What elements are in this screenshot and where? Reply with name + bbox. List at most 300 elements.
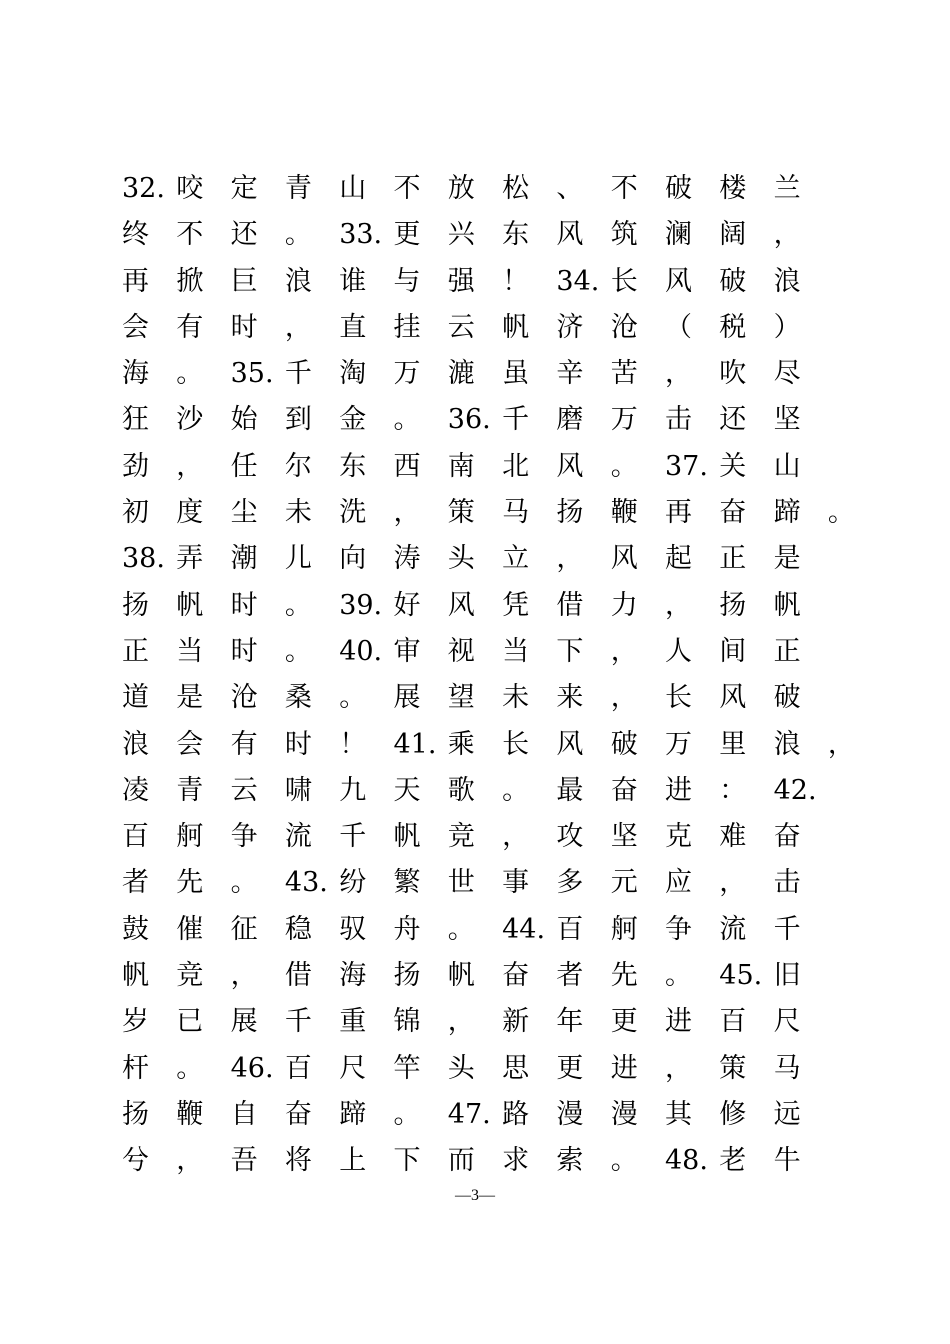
text-char: 世 [447, 867, 475, 899]
text-char: 苦 [610, 358, 638, 390]
text-char: 。 [230, 867, 258, 899]
text-char: 奋 [502, 960, 530, 992]
text-char: 洗 [339, 497, 367, 529]
text-char: 立 [502, 543, 530, 575]
text-char: 歌 [447, 774, 475, 806]
text-char: 好 [393, 589, 421, 621]
text-char: 思 [502, 1052, 530, 1084]
text-char: 任 [230, 450, 258, 482]
text-char: 定 [230, 173, 258, 204]
text-char: 。 [284, 219, 312, 251]
text-char: 起 [665, 543, 692, 575]
text-char: 东 [502, 219, 530, 251]
text-char: 弄 [176, 543, 204, 575]
text-char: 人 [665, 635, 692, 667]
text-char: 百 [556, 913, 584, 945]
text-char: ， [176, 1145, 204, 1177]
text-char: 不 [610, 173, 638, 204]
text-char: 展 [393, 682, 421, 714]
text-line [122, 444, 842, 490]
text-char: 事 [502, 867, 530, 899]
page-number: —3— [455, 1187, 495, 1204]
text-char: 牛 [773, 1145, 801, 1177]
text-char: 者 [122, 867, 149, 899]
text-char: 扬 [556, 497, 584, 529]
text-char: 到 [284, 404, 312, 436]
text-char: 流 [719, 913, 747, 945]
text-char: ， [176, 450, 204, 482]
text-char: 。 [339, 682, 367, 714]
text-line [122, 722, 855, 768]
text-char: 不 [393, 173, 421, 204]
text-char: 漫 [610, 1098, 638, 1130]
text-char: 蹄 [339, 1098, 367, 1130]
text-char: 进 [665, 774, 692, 806]
text-char: 尔 [284, 450, 312, 482]
text-char: 44. [502, 913, 546, 945]
text-char: 33. [339, 219, 383, 251]
text-char: 索 [556, 1145, 584, 1177]
text-char: 风 [665, 265, 692, 297]
text-line [122, 536, 842, 582]
text-char: 审 [393, 635, 421, 667]
text-char: 税 [719, 311, 747, 343]
text-char: 时 [230, 635, 258, 667]
text-char: 西 [393, 450, 421, 482]
text-char: 儿 [284, 543, 312, 575]
text-char: 竞 [447, 821, 475, 853]
text-char: 。 [447, 913, 475, 945]
text-line [122, 166, 842, 212]
text-char: 来 [556, 682, 584, 714]
text-char: 浪 [773, 728, 801, 760]
text-char: 凭 [502, 589, 530, 621]
text-char: 帆 [176, 589, 204, 621]
text-char: 、 [556, 173, 584, 204]
text-char: 下 [556, 635, 584, 667]
text-char: 未 [284, 497, 312, 529]
text-char: 万 [610, 404, 638, 436]
text-char: 41. [393, 728, 437, 760]
text-line [122, 999, 842, 1045]
text-char: 巨 [230, 265, 258, 297]
text-char: 45. [719, 960, 763, 992]
text-char: 南 [447, 450, 475, 482]
text-char: 坚 [610, 821, 638, 853]
text-char: 楼 [719, 173, 747, 204]
text-char: 更 [610, 1006, 638, 1038]
text-char: 杆 [122, 1052, 149, 1084]
text-char: 吹 [719, 358, 747, 390]
text-char: ， [502, 821, 530, 853]
text-char: 策 [447, 497, 475, 529]
text-line [122, 259, 842, 305]
text-char: 桑 [284, 682, 312, 714]
text-char: 催 [176, 913, 204, 945]
text-char: 头 [447, 543, 475, 575]
text-char: 凌 [122, 774, 149, 806]
text-char: 浪 [122, 728, 149, 760]
text-char: 度 [176, 497, 204, 529]
text-char: 奋 [284, 1098, 312, 1130]
text-char: 帆 [773, 589, 801, 621]
text-char: ！ [502, 265, 530, 297]
text-char: 乘 [447, 728, 475, 760]
text-line [122, 490, 855, 536]
text-char: 头 [447, 1052, 475, 1084]
text-char: 竞 [176, 960, 204, 992]
text-char: 还 [230, 219, 258, 251]
text-char: 帆 [122, 960, 149, 992]
text-char: 36. [447, 404, 491, 436]
text-char: 。 [176, 1052, 204, 1084]
text-char: 再 [122, 265, 149, 297]
text-char: 策 [719, 1052, 747, 1084]
text-char: 争 [665, 913, 692, 945]
text-line [122, 768, 842, 814]
text-char: 初 [122, 497, 149, 529]
text-char: ， [284, 311, 312, 343]
text-char: 千 [284, 1006, 312, 1038]
text-char: 纷 [339, 867, 367, 899]
text-char: 长 [665, 682, 692, 714]
text-char: 重 [339, 1006, 367, 1038]
text-char: 时 [230, 589, 258, 621]
text-char: 海 [122, 358, 149, 390]
text-line [122, 953, 842, 999]
text-char: 37. [665, 450, 708, 482]
text-char: 当 [502, 635, 530, 667]
text-char: 长 [502, 728, 530, 760]
text-char: 多 [556, 867, 584, 899]
text-char: 风 [610, 543, 638, 575]
text-char: 更 [393, 219, 421, 251]
text-char: 筑 [610, 219, 638, 251]
text-char: 沧 [230, 682, 258, 714]
text-char: ！ [339, 728, 367, 760]
text-char: 将 [284, 1145, 312, 1177]
text-char: 34. [556, 265, 600, 297]
text-char: 天 [393, 774, 421, 806]
text-char: 帆 [393, 821, 421, 853]
text-char: 更 [556, 1052, 584, 1084]
text-char: 不 [176, 219, 204, 251]
text-char: 谁 [339, 265, 367, 297]
text-char: 力 [610, 589, 638, 621]
body-text [122, 166, 855, 1185]
text-char: 先 [610, 960, 638, 992]
text-char: 先 [176, 867, 204, 899]
text-char: 兴 [447, 219, 475, 251]
text-char: 路 [502, 1098, 530, 1130]
text-char: 尺 [773, 1006, 801, 1038]
text-line [122, 675, 842, 721]
text-char: 道 [122, 682, 149, 714]
text-line [122, 860, 842, 906]
text-char: 已 [176, 1006, 204, 1038]
text-line [122, 351, 842, 397]
text-char: 旧 [773, 960, 801, 992]
text-line [122, 305, 842, 351]
text-char: 正 [773, 635, 801, 667]
text-char: 扬 [719, 589, 747, 621]
text-char: 当 [176, 635, 204, 667]
text-char: 漫 [556, 1098, 584, 1130]
text-line [122, 212, 842, 258]
text-char: 磨 [556, 404, 584, 436]
text-char: 千 [773, 913, 801, 945]
text-char: 浪 [284, 265, 312, 297]
text-char: 繁 [393, 867, 421, 899]
text-char: 舸 [176, 821, 204, 853]
text-char: ， [610, 682, 638, 714]
text-char: 沧 [610, 311, 638, 343]
text-char: ， [665, 1052, 692, 1084]
text-char: 奋 [610, 774, 638, 806]
text-char: 是 [176, 682, 204, 714]
text-char: 应 [665, 867, 692, 899]
text-line [122, 907, 842, 953]
text-char: 马 [502, 497, 530, 529]
text-char: 百 [719, 1006, 747, 1038]
text-char: 风 [447, 589, 475, 621]
text-char: 流 [284, 821, 312, 853]
text-char: 扬 [122, 1098, 149, 1130]
text-char: 千 [339, 821, 367, 853]
text-char: 破 [773, 682, 801, 714]
text-char: 。 [284, 589, 312, 621]
text-char: 扬 [122, 589, 149, 621]
text-char: 掀 [176, 265, 204, 297]
text-char: 吾 [230, 1145, 258, 1177]
text-char: 下 [393, 1145, 421, 1177]
text-char: 进 [665, 1006, 692, 1038]
text-char: 。 [284, 635, 312, 667]
text-char: 求 [502, 1145, 530, 1177]
text-char: ， [610, 635, 638, 667]
text-char: ） [773, 311, 801, 343]
text-char: 奋 [719, 497, 747, 529]
text-char: 蹄 [773, 497, 801, 529]
text-char: 展 [230, 1006, 258, 1038]
text-char: 42. [773, 774, 817, 806]
text-char: 辛 [556, 358, 584, 390]
text-char: 长 [610, 265, 638, 297]
text-char: 扬 [393, 960, 421, 992]
text-char: 。 [502, 774, 530, 806]
text-char: 挂 [393, 311, 421, 343]
text-char: 云 [230, 774, 258, 806]
text-char: 时 [230, 311, 258, 343]
text-char: 云 [447, 311, 475, 343]
text-char: 正 [719, 543, 747, 575]
text-char: 35. [230, 358, 274, 390]
text-char: 里 [719, 728, 747, 760]
text-char: 漉 [447, 358, 475, 390]
text-char: 金 [339, 404, 367, 436]
text-char: 难 [719, 821, 747, 853]
text-char: 海 [339, 960, 367, 992]
text-char: 帆 [447, 960, 475, 992]
text-char: 风 [719, 682, 747, 714]
text-char: 岁 [122, 1006, 149, 1038]
text-char: 时 [284, 728, 312, 760]
text-char: 有 [230, 728, 258, 760]
text-char: 击 [665, 404, 692, 436]
text-char: ， [447, 1006, 475, 1038]
text-char: 啸 [284, 774, 312, 806]
text-char: 修 [719, 1098, 747, 1130]
text-char: 43. [284, 867, 328, 899]
text-char: 。 [610, 450, 638, 482]
text-char: 间 [719, 635, 747, 667]
text-char: 与 [393, 265, 421, 297]
text-char: 其 [665, 1098, 692, 1130]
text-line [122, 583, 842, 629]
text-char: 会 [122, 311, 149, 343]
text-char: ： [719, 774, 747, 806]
text-char: 征 [230, 913, 258, 945]
text-char: 风 [556, 450, 584, 482]
text-char: 。 [176, 358, 204, 390]
text-char: 坚 [773, 404, 801, 436]
text-char: 尘 [230, 497, 258, 529]
text-char: 涛 [393, 543, 421, 575]
text-char: 九 [339, 774, 367, 806]
text-char: 济 [556, 311, 584, 343]
text-line [122, 1138, 842, 1184]
text-line [122, 1046, 842, 1092]
text-char: 借 [556, 589, 584, 621]
text-char: 鞭 [610, 497, 638, 529]
text-char: 有 [176, 311, 204, 343]
text-line [122, 1092, 842, 1138]
text-char: 进 [610, 1052, 638, 1084]
text-char: 放 [447, 173, 475, 204]
text-char: 山 [773, 450, 801, 482]
text-char: ， [719, 867, 747, 899]
text-char: 新 [502, 1006, 530, 1038]
text-line [122, 397, 842, 443]
text-char: 而 [447, 1145, 475, 1177]
text-char: 38. [122, 543, 165, 575]
text-char: 千 [502, 404, 530, 436]
text-char: 向 [339, 543, 367, 575]
text-char: 40. [339, 635, 383, 667]
text-char: 咬 [176, 173, 204, 204]
text-char: 强 [447, 265, 475, 297]
text-char: 兮 [122, 1145, 149, 1177]
text-char: 阔 [719, 219, 747, 251]
text-char: 远 [773, 1098, 801, 1130]
text-char: 47. [447, 1098, 491, 1130]
text-char: ， [393, 497, 421, 529]
text-char: 元 [610, 867, 638, 899]
text-char: 攻 [556, 821, 584, 853]
text-char: 始 [230, 404, 258, 436]
text-char: 。 [393, 1098, 421, 1130]
text-char: 争 [230, 821, 258, 853]
text-char: ， [665, 358, 692, 390]
text-char: 破 [665, 173, 692, 204]
text-char: 39. [339, 589, 383, 621]
text-char: 百 [122, 821, 149, 853]
text-line [122, 814, 842, 860]
text-char: 沙 [176, 404, 204, 436]
text-char: 鞭 [176, 1098, 204, 1130]
text-char: 还 [719, 404, 747, 436]
text-char: ， [827, 728, 855, 760]
text-char: 风 [556, 219, 584, 251]
text-char: 是 [773, 543, 801, 575]
text-char: 正 [122, 635, 149, 667]
text-char: 帆 [502, 311, 530, 343]
text-char: 再 [665, 497, 692, 529]
text-char: 万 [393, 358, 421, 390]
text-char: 破 [719, 265, 747, 297]
text-char: 。 [610, 1145, 638, 1177]
text-char: 北 [502, 450, 530, 482]
text-char: 风 [556, 728, 584, 760]
text-char: 劲 [122, 450, 149, 482]
text-char: 直 [339, 311, 367, 343]
text-char: 千 [284, 358, 312, 390]
text-char: 松 [502, 173, 530, 204]
text-char: 借 [284, 960, 312, 992]
text-char: ， [665, 589, 692, 621]
text-char: 兰 [773, 173, 801, 204]
text-char: 青 [176, 774, 204, 806]
text-char: 奋 [773, 821, 801, 853]
text-char: 山 [339, 173, 367, 204]
text-line [122, 629, 842, 675]
text-char: 关 [719, 450, 747, 482]
text-char: 破 [610, 728, 638, 760]
text-char: 。 [393, 404, 421, 436]
text-char: ， [773, 219, 801, 251]
text-char: 潮 [230, 543, 258, 575]
text-char: 年 [556, 1006, 584, 1038]
text-char: 终 [122, 219, 149, 251]
text-char: 视 [447, 635, 475, 667]
text-char: 竿 [393, 1052, 421, 1084]
text-char: 万 [665, 728, 692, 760]
text-char: 望 [447, 682, 475, 714]
text-char: 46. [230, 1052, 274, 1084]
text-char: 48. [665, 1145, 708, 1177]
text-char: 击 [773, 867, 801, 899]
text-char: 老 [719, 1145, 747, 1177]
text-char: 马 [773, 1052, 801, 1084]
text-char: 澜 [665, 219, 692, 251]
text-char: 驭 [339, 913, 367, 945]
text-char: 浪 [773, 265, 801, 297]
text-char: 者 [556, 960, 584, 992]
text-char: 淘 [339, 358, 367, 390]
text-char: 。 [665, 960, 692, 992]
text-char: 自 [230, 1098, 258, 1130]
text-char: ， [230, 960, 258, 992]
text-char: 未 [502, 682, 530, 714]
text-char: 上 [339, 1145, 367, 1177]
text-char: 舟 [393, 913, 421, 945]
text-char: 鼓 [122, 913, 149, 945]
text-char: 东 [339, 450, 367, 482]
text-char: 尽 [773, 358, 801, 390]
text-char: 会 [176, 728, 204, 760]
text-char: （ [665, 311, 692, 343]
text-char: 稳 [284, 913, 312, 945]
